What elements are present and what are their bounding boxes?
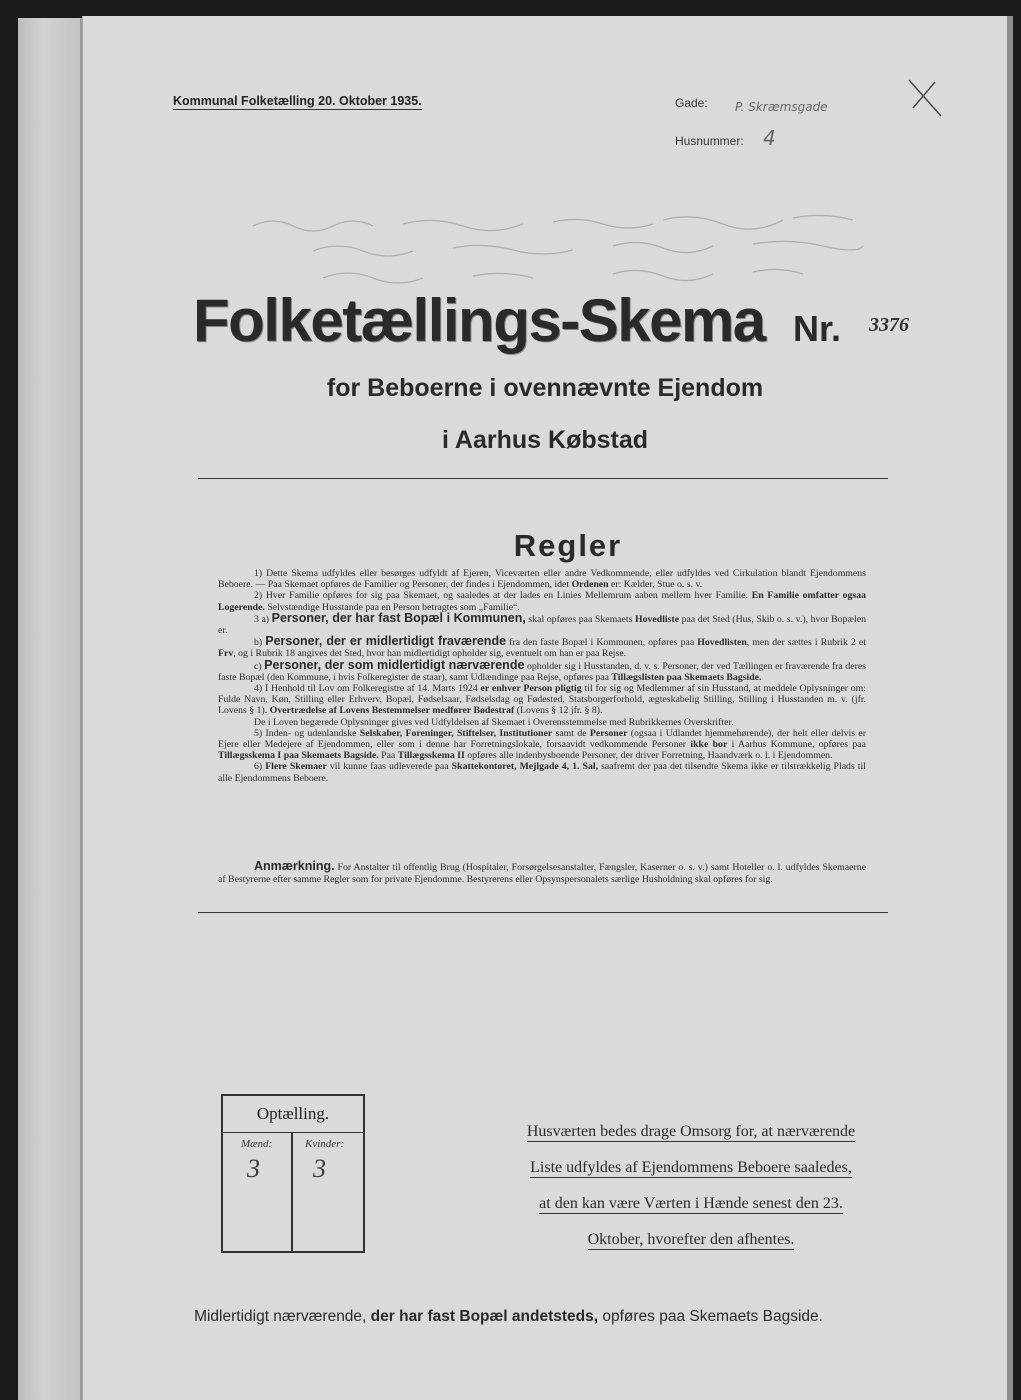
tally-box: [221, 1094, 365, 1253]
rules-text: [218, 568, 866, 784]
divider-bottom: [198, 912, 888, 913]
rule-2: 2) Hver Familie opføres for sig paa Skemaet, og saaledes at der lades en Linies Mellemrum aaben mellem hver Familie. En Familie omfatter ogsaa Logerende. Selvstændige Husstande paa en Person betragtes som „Familie“.: [218, 590, 866, 613]
annotation-label: Anmærkning.: [254, 859, 335, 873]
tally-divider: [291, 1133, 293, 1251]
rule-5: 5) Inden- og udenlandske Selskaber, Foreninger, Stiftelser, Institutioner samt de Personer (ogsaa i Udlandet hjemmehørende), der helt eller delvis er Ejere eller Medejere af Ejendommen, eller som i denne har Forretningslokale, forsaavidt vedkommende Personer ikke bor i Aarhus Kommune, opføres paa Tillægsskema I paa Skemaets Bagside. Paa Tillægsskema II opføres alle indenbysboende Personer, der driver Forretning, Haandværk o. l. i Ejendommen.: [218, 727, 866, 762]
rule-4: 4) I Henhold til Lov om Folkeregistre af 14. Marts 1924 er enhver Person pligtig til for sig og Medlemmer af sin Husstand, at meddele Oplysninger om: Fulde Navn, Køn, Stilling eller Erhverv, Bopæl, Fødselsaar, Fødselsdag og Fødested, Statsborgerforhold, ægteskabelig Stilling, Stilling i Husstanden m. v. (jfr. Lovens § 1). Overtrædelse af Lovens Bestemmelser medfører Bødestraf (Lovens § 12 jfr. § 8).: [218, 683, 866, 717]
women-label: Kvinder:: [305, 1138, 345, 1150]
census-form-page: [82, 16, 1007, 1400]
tally-title: Optælling.: [223, 1096, 363, 1133]
street-label: Gade:: [675, 96, 708, 110]
notice-line-4: Oktober, hvorefter den afhentes.: [587, 1231, 795, 1248]
house-number-label: Husnummer:: [675, 134, 744, 148]
street-value: P. Skræmsgade: [735, 100, 828, 114]
rule-3b: b) Personer, der er midlertidigt fraværende fra den faste Bopæl i Kommunen, opføres paa Hovedlisten, men der sættes i Rubrik 2 et Frv, og i Rubrik 18 angives det Sted, hvor han midlertidigt opholder sig, eventuelt om han er paa Rejse.: [218, 634, 866, 660]
census-header: Kommunal Folketælling 20. Oktober 1935.: [173, 94, 422, 108]
notice-line-3: at den kan være Værten i Hænde senest den 23.: [539, 1195, 843, 1212]
notice-line-2: Liste udfyldes af Ejendommens Beboere saaledes,: [530, 1159, 852, 1176]
rules-heading: Regler: [513, 528, 623, 563]
rule-4b: De i Loven begærede Oplysninger gives ved Udfyldelsen af Skemaet i Overensstemmelse med Rubrikkernes Overskrifter.: [254, 716, 734, 728]
house-number-value: 4: [763, 126, 776, 150]
form-location: i Aarhus Købstad: [441, 426, 649, 454]
divider-top: [198, 478, 888, 479]
annotation-note: [218, 861, 866, 886]
landlord-notice: [511, 1114, 871, 1258]
notice-line-1: Husværten bedes drage Omsorg for, at nærværende: [526, 1123, 856, 1140]
rule-6: 6) Flere Skemaer vil kunne faas udleverede paa Skattekontoret, Mejlgade 4, 1. Sal, saafremt der paa det tilsendte Skema ikke er tilstrækkelig Plads til alle Ejendommens Beboere.: [218, 761, 866, 784]
form-number-label: Nr.: [793, 308, 842, 349]
men-label: Mænd:: [241, 1138, 273, 1150]
rule-3a: 3 a) Personer, der har fast Bopæl i Kommunen, skal opføres paa Skemaets Hovedliste paa det Sted (Hus, Skib o. s. v.), hvor Bopælen er.: [218, 610, 866, 637]
women-count: 3: [313, 1154, 326, 1183]
form-number-value: 3376: [869, 314, 909, 336]
corner-x-mark: [905, 78, 945, 118]
form-subtitle: for Beboerne i ovennævnte Ejendom: [326, 374, 764, 402]
rule-3c: c) Personer, der som midlertidigt nærværende opholder sig i Husstanden, d. v. s. Personer, der ved Tællingen er fraværende fra deres faste Bopæl (den Kommune, i hvis Folkeregister de staar), samt Udlændinge paa Rejse, opføres paa Tillægslisten paa Skemaets Bagside.: [218, 657, 866, 683]
binding-strip: [18, 18, 82, 1400]
footer-note: Midlertidigt nærværende, der har fast Bopæl andetsteds, opføres paa Skemaets Bagside.: [194, 1308, 823, 1325]
rule-1: 1) Dette Skema udfyldes eller besørges udfyldt af Ejeren, Viceværten eller andre Vedkommende, eller udfyldes ved Cirkulation blandt Ejendommens Beboere. — Paa Skemaet opføres de Familier og Personer, der findes i Ejendommen, idet Ordenen er: Kælder, Stue o. s. v.: [218, 568, 866, 591]
form-title: Folketællings-Skema: [193, 287, 765, 354]
annotation-text: For Anstalter til offentlig Brug (Hospitaler, Forsørgelsesanstalter, Fængsler, Kaserner o. s. v.) samt Hoteller o. l. udfyldes Skemaerne af Bestyrerne efter samme Regler som for private Ejendomme. Bestyrerens eller Opsynspersonalets særlige Husholdning skal opføres for sig.: [218, 862, 866, 885]
men-count: 3: [247, 1154, 260, 1183]
